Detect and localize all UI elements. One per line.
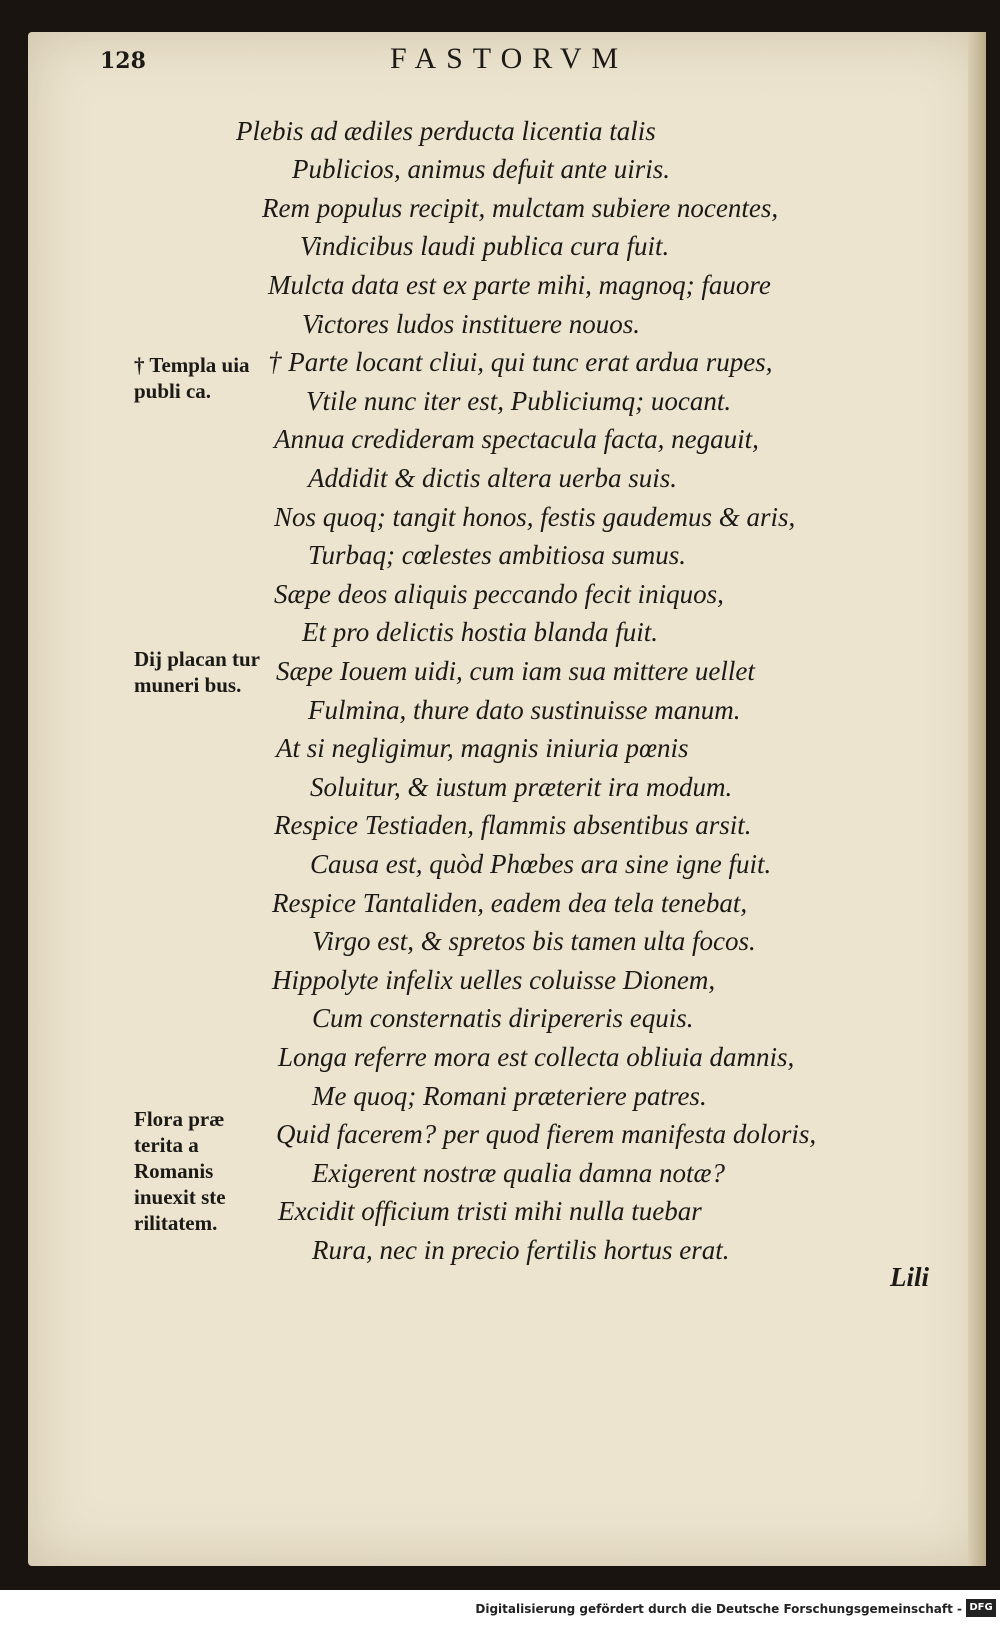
verse-line: Rura, nec in precio fertilis hortus erat.	[312, 1235, 730, 1265]
footer	[0, 1590, 1000, 1626]
page-edge	[968, 32, 986, 1566]
verse-line: Et pro delictis hostia blanda fuit.	[302, 617, 658, 647]
verse-line: Rem populus recipit, mulctam subiere nocentes,	[262, 193, 779, 223]
verse-line: Virgo est, & spretos bis tamen ulta focos.	[312, 926, 756, 956]
verse-line: Respice Tantaliden, eadem dea tela tenebat,	[272, 888, 748, 918]
verse-line: Addidit & dictis altera uerba suis.	[308, 463, 677, 493]
verse-line: Plebis ad ædiles perducta licentia talis	[236, 116, 656, 146]
verse-line: At si negligimur, magnis iniuria pœnis	[276, 733, 689, 763]
funding-credit: Digitalisierung gefördert durch die Deutsche Forschungsgemeinschaft -	[475, 1602, 962, 1616]
verse-line: Causa est, quòd Phœbes ara sine igne fuit.	[310, 849, 772, 879]
verse-line: Vindicibus laudi publica cura fuit.	[300, 231, 670, 261]
verse-line: † Parte locant cliui, qui tunc erat ardua rupes,	[268, 347, 773, 377]
marginal-gloss: Dij placan tur muneri bus.	[134, 647, 260, 697]
verse-line: Vtile nunc iter est, Publiciumq; uocant.	[306, 386, 732, 416]
marginal-gloss: † Templa uia publi ca.	[134, 353, 250, 403]
verse-line: Respice Testiaden, flammis absentibus arsit.	[274, 810, 752, 840]
verse-line: Hippolyte infelix uelles coluisse Dionem,	[272, 965, 716, 995]
catchword: Lili	[890, 1262, 929, 1292]
verse-line: Victores ludos instituere nouos.	[302, 309, 640, 339]
marginal-gloss: Flora præ terita a Romanis inuexit ste rilitatem.	[134, 1107, 226, 1235]
verse-line: Turbaq; cœlestes ambitiosa sumus.	[308, 540, 687, 570]
page-number: 128	[100, 48, 146, 74]
verse-line: Mulcta data est ex parte mihi, magnoq; fauore	[268, 270, 771, 300]
page-header	[100, 42, 820, 82]
verse-line: Quid facerem? per quod fierem manifesta doloris,	[276, 1119, 817, 1149]
running-title: FASTORVM	[390, 42, 629, 75]
verse-line: Me quoq; Romani præteriere patres.	[312, 1081, 707, 1111]
verse-line: Annua credideram spectacula facta, negauit,	[274, 424, 759, 454]
verse-line: Longa referre mora est collecta obliuia damnis,	[278, 1042, 795, 1072]
verse-line: Publicios, animus defuit ante uiris.	[292, 154, 670, 184]
verse-line: Cum consternatis diripereris equis.	[312, 1003, 694, 1033]
verse-line: Exigerent nostræ qualia damna notæ?	[312, 1158, 725, 1188]
verse-line: Sæpe deos aliquis peccando fecit iniquos,	[274, 579, 724, 609]
verse-line: Nos quoq; tangit honos, festis gaudemus & aris,	[274, 502, 796, 532]
verse-line: Soluitur, & iustum præterit ira modum.	[310, 772, 733, 802]
dfg-logo-icon: DFG	[966, 1599, 996, 1617]
verse-line: Fulmina, thure dato sustinuisse manum.	[308, 695, 741, 725]
verse-line: Excidit officium tristi mihi nulla tuebar	[278, 1196, 702, 1226]
verse-line: Sæpe Iouem uidi, cum iam sua mittere uellet	[276, 656, 755, 686]
